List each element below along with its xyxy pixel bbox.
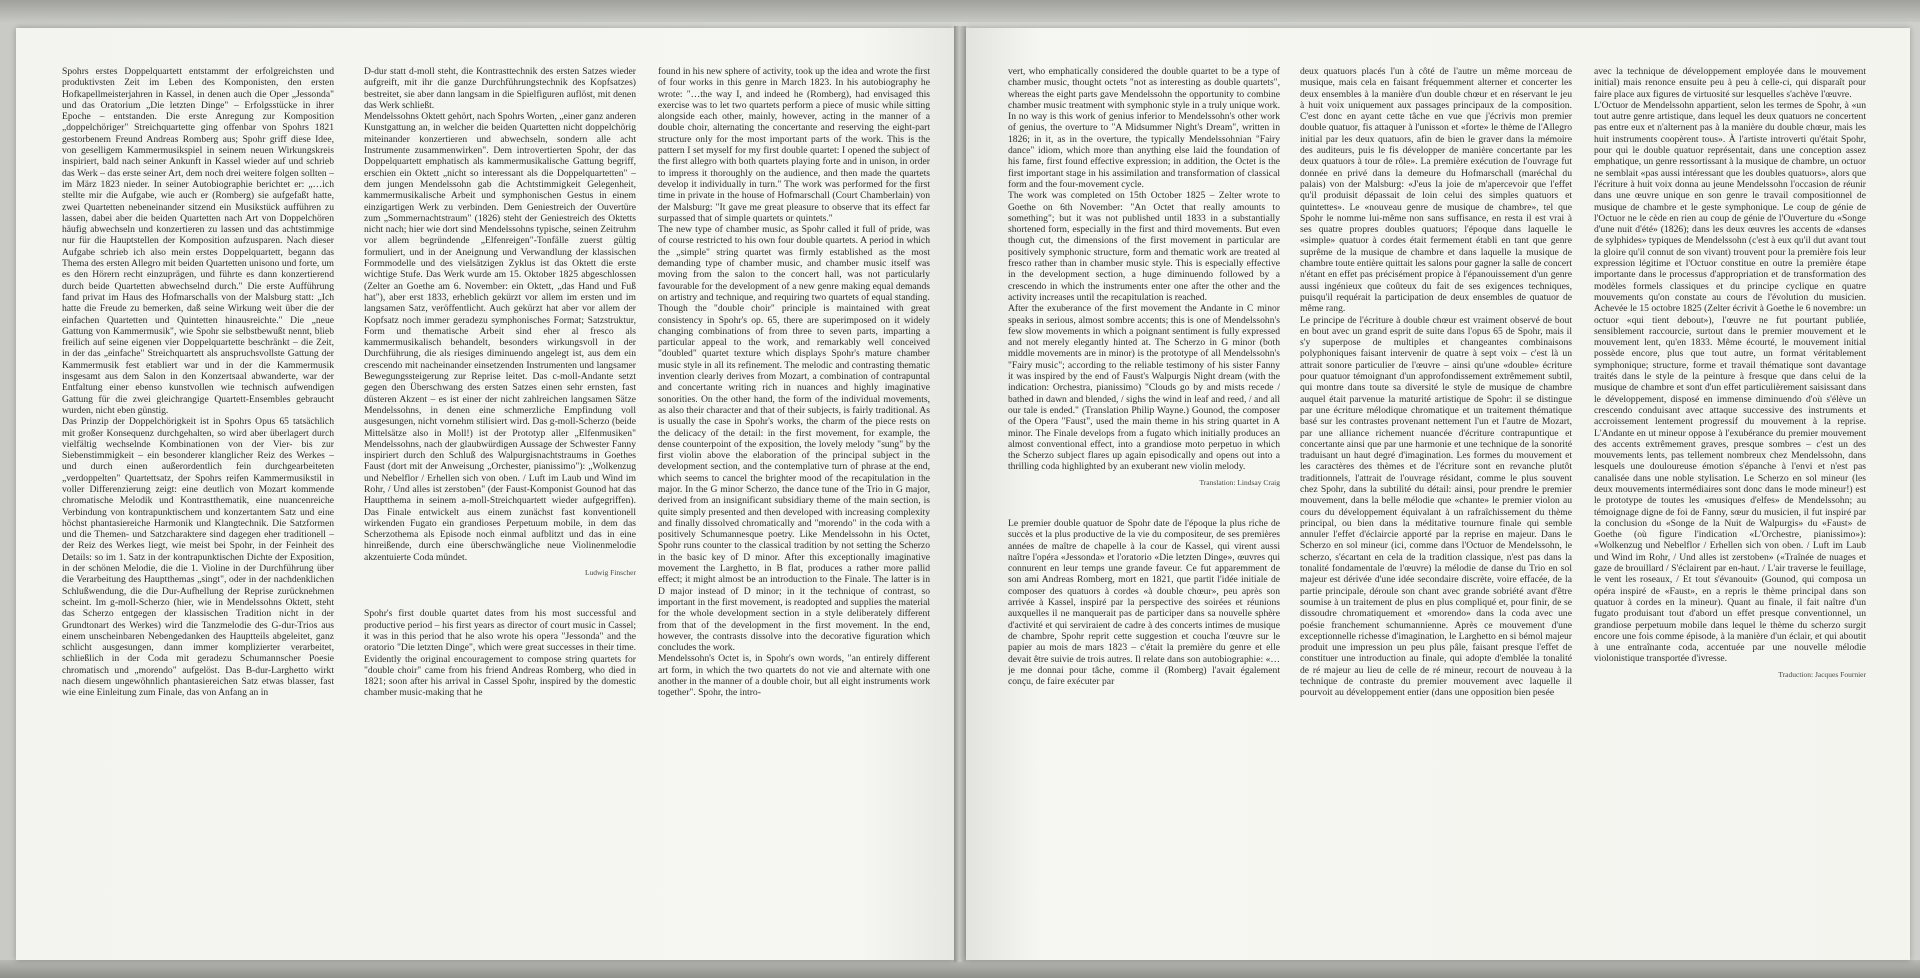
author-credit: Ludwig Finscher (584, 568, 636, 578)
paragraph: vert, who emphatically considered the double quartet to be a type of chamber music, thought octets "not as interesting as double quartets", whereas the eight parts gave Mendelssohn the opportunity to combine chamber music treatment with symphonic style in a truly unique work. In no way is this work of genius inferior to Mendelssohn's other work of genius, the overture to "A Midsummer Night's Dream", written in 1826; in it, as in the overture, the typically Mendelssohnian "Fairy dance" idiom, which more than anything else laid the foundation of his fame, first found effective expression; in addition, the Octet is the first important stage in his assimilation and transformation of classical form and the four-movement cycle. (1008, 66, 1280, 190)
column-german-1 (62, 66, 334, 946)
paragraph: Though the "double choir" principle is maintained with great consistency in Spohr's op. 65, there are superimposed on it widely changing combinations of from three to seven parts, imparting a particular appeal to the work, and remarkably well conceived "doubled" quartet texture which displays Spohr's mature chamber music style in all its refinement. The melodic and contrasting thematic invention clearly derives from Mozart, a combination of contrapuntal and concertante writing rich in nuances and highly imaginative sonorities. On the other hand, the form of the individual movements, as also their character and that of their subjects, is fairly traditional. As is usually the case in Spohr's works, the charm of the piece rests on the delicacy of the detail: in the first movement, for example, the dense counterpoint of the exposition, the lovely melody "sung" by the first violin above the elaboration of the principal subject in the development section, and the contemplative turn of phrase at the end, which seems to cancel the brighter mood of the recapitulation in the major. In the G minor Scherzo, the dance tune of the Trio in G major, derived from an insignificant subsidiary theme of the main section, is quite simply presented and then developed with increasing complexity and finally dissolved chromatically and "morendo" in the coda with a positively Schumannesque poetry. Like Mendelssohn in his Octet, Spohr runs counter to the classical tradition by not setting the Scherzo in the basic key of D minor. After this exceptionally imaginative movement the Larghetto, in B flat, produces a rather more pallid effect; it might almost be an introduction to the Finale. The latter is in D major instead of D minor; in it the technique of contrast, so important in the first movement, is readopted and supplies the material for the whole development section in a style deliberately different from that of the development in the first movement. In the end, however, the contrasts dissolve into the decorative figuration which concludes the work. (658, 303, 930, 654)
paragraph: avec la technique de développement employée dans le mouvement initial) mais renonce ensuite peu à peu à celle-ci, qui disparaît pour faire place aux figures de virtuosité sur lesquelles s'achève l'œuvre. (1594, 66, 1866, 100)
paragraph: L'Octuor de Mendelssohn appartient, selon les termes de Spohr, à «un tout autre genre artistique, dans lequel les deux quatuors ne concertent pas entre eux et n'alternent pas à la manière du double chœur, mais les huit instruments coopèrent tous». À l'artiste introverti qu'était Spohr, pour qui le double quatuor représentait, dans une conception assez emphatique, un genre ressortissant à la musique de chambre, un octuor ne semblait «pas aussi intéressant que les doubles quatuors», alors que l'écriture à huit voix donna au jeune Mendelssohn l'occasion de réunir dans une œuvre unique en son genre le travail compositionnel de musique de chambre et le geste symphonique. Le coup de génie de l'Octuor ne le cède en rien au coup de génie de l'Ouverture du «Songe d'une nuit d'été» (1826); dans les deux œuvres les accents de «danses de sylphides» typiques de Mendelssohn (c'est à eux qu'il dut avant tout la gloire qu'il connut de son vivant) trouvent pour la première fois leur expression légitime et l'Octuor constitue en outre la première étape importante dans le processus d'appropriation et de transformation des modèles formels classiques et du principe cyclique en quatre mouvements qu'on constate au cours de l'évolution du musicien. Achevée le 15 octobre 1825 (Zelter écrivit à Goethe le 6 novembre: un octuor «qui tient debout»), l'œuvre ne fut pourtant publiée, sensiblement raccourcie, surtout dans le premier mouvement et le mouvement lent, qu'en 1833. Même écourté, le mouvement initial possède encore, plus que tout autre, un format véritablement symphonique; structure, forme et travail thématique sont davantage traités dans le style de la peinture à fresque que dans celui de la musique de chambre et sont d'un effet particulièrement saisissant dans le développement, disposé en immense diminuendo d'où s'élève un crescendo conduisant avec attaque successive des instruments et accroissement lentement progressif du mouvement à la reprise. L'Andante en ut mineur oppose à l'exubérance du premier mouvement des accents extrêmement graves, presque sombres – c'est un des mouvements lents, pas tellement nombreux chez Mendelssohn, dans lesquels une douloureuse émotion s'épanche à l'envi et n'est pas canalisée dans une noble stylisation. Le Scherzo en sol mineur (les deux mouvements intermédiaires sont donc dans le mode mineur!) est le prototype de toutes les «musiques d'elfes» de Mendelssohn; au témoignage digne de foi de Fanny, sœur du musicien, il fut inspiré par la conclusion du «Songe de la Nuit de Walpurgis» du «Faust» de Goethe (où figure l'indication «L'Orchestre, pianissimo»): «Wolkenzug und Nebelflor / Erhellen sich von oben. / Luft im Laub und Wind im Rohr, / Und alles ist zerstoben» («Traînée de nuages et gaze de brouillard / S'éclairent par en-haut. / L'air traverse le feuillage, le vent les roseaux, / Et tout s'évanouit» (Gounod, qui composa un opéra inspiré de «Faust», en a repris le thème principal dans son quatuor à cordes en la mineur). Quant au finale, il fait naître d'un fugato produisant tout d'abord un effet presque conventionnel, un grandiose perpetuum mobile dans lequel le thème du scherzo surgit encore une fois comme épisode, à la manière d'un éclair, et qui aboutit à une entraînante coda, accentuée par une nouvelle mélodie violonistique transportée d'ivresse. (1594, 99, 1866, 665)
book-spine (954, 26, 966, 962)
paragraph: Mendelssohns Oktett gehört, nach Spohrs Worten, „einer ganz anderen Kunstgattung an, in welcher die beiden Quartetten nicht doppelchörig miteinander konzertieren und abwechseln, sondern alle acht Instrumente zusammenwirken". Dem introvertierten Spohr, der das Doppelquartett emphatisch als kammermusikalische Gattung begriff, erschien ein Oktett „nicht so interessant als die Doppelquartetten" – dem jungen Mendelssohn gab die Achtstimmigkeit Gelegenheit, kammermusikalische Arbeit und symphonischen Gestus in einem einzigartigen Werk zu verbinden. Dem Geniestreich der Ouvertüre zum „Sommernachtstraum" (1826) steht der Geniestreich des Oktetts nicht nach; hier wie dort sind Mendelssohns typische, seinen Zeitruhm vor allem begründende „Elfenreigen"-Tonfälle zuerst gültig formuliert, und in der Aneignung und Verwandlung der klassischen Formmodelle und des vielsätzigen Zyklus ist das Oktett die erste wichtige Stufe. Das Werk wurde am 15. Oktober 1825 abgeschlossen (Zelter an Goethe am 6. November: ein Oktett, „das Hand und Fuß hat"), aber erst 1833, erheblich gekürzt vor allem im ersten und im langsamen Satz, veröffentlicht. Auch gekürzt hat aber vor allem der Kopfsatz noch immer geradezu symphonisches Format; Satzstruktur, Form und thematische Arbeit sind eher al fresco als kammermusikalisch behandelt, besonders wirkungsvoll in der Durchführung, die als riesiges diminuendo angelegt ist, aus dem ein crescendo mit nacheinander einsetzenden Instrumenten und langsamer Bewegungssteigerung zur Reprise leitet. Das c-moll-Andante setzt gegen den Überschwang des ersten Satzes einen sehr ernsten, fast düsteren Akzent – es ist einer der nicht zahlreichen langsamen Sätze Mendelssohns, in denen eine schmerzliche Empfindung voll ausgesungen, nicht vornehm stilisiert wird. Das g-moll-Scherzo (beide Mittelsätze also in Moll!) ist der Prototyp aller „Elfenmusiken" Mendelssohns, nach der glaubwürdigen Aussage der Schwester Fanny inspiriert durch den Schluß des Walpurgisnachtstraums in Goethes Faust (dort mit der Anweisung „Orchester, pianissimo"): „Wolkenzug und Nebelflor / Erhellen sich von oben. / Luft im Laub und Wind im Rohr, / Und alles ist zerstoben" (der Faust-Komponist Gounod hat das Hauptthema in seinem a-moll-Streichquartett wieder aufgegriffen). Das Finale entwickelt aus einem zunächst fast konventionell wirkenden Fugato ein grandioses Perpetuum mobile, in dem das Scherzothema als Episode noch einmal aufblitzt und das in eine hinreißende, durch eine überschwängliche neue Violinenmelodie akzentuierte Coda mündet. (364, 111, 636, 563)
left-page (16, 28, 954, 960)
translation-credit: Translation: Lindsay Craig (1199, 477, 1280, 487)
bottom-shadow (0, 960, 1920, 978)
paragraph: Mendelssohn's Octet is, in Spohr's own words, "an entirely different art form, in which the two quartets do not vie and alternate with one another in the manner of a double choir, but all eight instruments work together". Spohr, the intro- (658, 653, 930, 699)
paragraph: After the exuberance of the first movement the Andante in C minor speaks in serious, almost sombre accents; this is one of Mendelssohn's few slow movements in which a poignant sentiment is fully expressed and not merely elegantly hinted at. The Scherzo in G minor (both middle movements are in minor) is the prototype of all Mendelssohn's "Fairy music"; according to the reliable testimony of his sister Fanny it was inspired by the end of Faust's Walpurgis Night dream (with the indication: Orchestra, pianissimo) "Clouds go by and mists recede / bathed in dawn and blended, / sighs the wind in leaf and reed, / and all our tale is ended." (Translation Philip Wayne.) Gounod, the composer of the Opera "Faust", used the main theme in his string quartet in A minor. The Finale develops from a fugato which initially produces an almost conventional effect, into a grandiose moto perpetuo in which the Scherzo subject flares up again episodically and opens out into a thrilling coda highlighted by an exuberant new violin melody. (1008, 303, 1280, 473)
paragraph: Das Prinzip der Doppelchörigkeit ist in Spohrs Opus 65 tatsächlich mit großer Konsequenz durchgehalten, so wird aber überlagert durch vielfältig wechselnde Kombinationen von der Vier- bis zur Siebenstimmigkeit – ein besonderer klanglicher Reiz des Werkes – und durch einen außerordentlich fein durchgearbeiteten „verdoppelten" Quartettsatz, der Spohrs reifen Kammermusikstil in voller Differenzierung zeigt: eine deutlich von Mozart kommende chromatische Melodik und Kontrastthematik, eine nuancenreiche Verbindung von kontrapunktischem und konzertantem Satz und eine höchst phantasiereiche Harmonik und Klangtechnik. Die Satzformen und die Themen- und Satzcharaktere sind dagegen eher traditionell – der Reiz des Werkes liegt, wie meist bei Spohr, in der Feinheit des Details: so im 1. Satz in der kontrapunktischen Dichte der Exposition, in der schönen Melodie, die die 1. Violine in der Durchführung über die Verarbeitung des Hauptthemas „singt", oder in der nachdenklichen Schlußwendung, die die Dur-Aufhellung der Reprise zurücknehmen scheint. Im g-moll-Scherzo (hier, wie in Mendelssohns Oktett, steht das Scherzo entgegen der klassischen Tradition nicht in der Grundtonart des Werkes) wird die Tanzmelodie des G-dur-Trios aus einem unscheinbaren Nebengedanken des Hauptteils abgeleitet, ganz schlicht ausgesungen, dann immer komplizierter verarbeitet, schließlich in der Coda mit geradezu Schumannscher Poesie chromatisch und „morendo" aufgelöst. Das B-dur-Larghetto wirkt nach diesem ungewöhnlich phantasiereichen Satz etwas blasser, fast wie eine Einleitung zum Finale, das von Anfang an in (62, 416, 334, 699)
right-page (966, 28, 1910, 960)
translation-credit: Traduction: Jacques Fournier (1778, 669, 1866, 679)
paragraph: Spohr's first double quartet dates from his most successful and productive period – his first years as director of court music in Cassel; it was in this period that he also wrote his opera "Jessonda" and the oratorio "Die letzten Dinge", which were great successes in their time. Evidently the original encouragement to compose string quartets for "double choir" came from his friend Andreas Romberg, who died in 1821; soon after his arrival in Cassel Spohr, inspired by the domestic chamber music-making that he (364, 608, 636, 699)
column-german-2 (364, 66, 636, 946)
paragraph: Spohrs erstes Doppelquartett entstammt der erfolgreichsten und produktivsten Zeit im Leben des Komponisten, den ersten Hofkapellmeisterjahren in Kassel, in denen auch die Oper „Jessonda" und das Oratorium „Die letzten Dinge" – Erfolgsstücke in ihrer Epoche – entstanden. Die erste Anregung zur Komposition „doppelchöriger" Streichquartette ging offenbar von Spohrs 1821 gestorbenem Freund Andreas Romberg aus; Spohr griff diese Idee, von geselligem Kammermusikspiel in seinem neuen Wirkungskreis inspiriert, bald nach seiner Ankunft in Kassel wieder auf und schrieb das Werk – das erste seiner Art, dem noch drei weitere folgen sollten – im März 1823 nieder. In seiner Autobiographie berichtet er: „…ich stellte mir die Aufgabe, wie auch er (Romberg) sie aufgefaßt hatte, zwei Quartetten nebeneinander sitzend ein Musikstück aufführen zu lassen, dabei aber die beiden Quartetten nach Art von Doppelchören häufig abwechseln und konzertieren zu lassen und das achtstimmige nur für die Hauptstellen der Komposition aufzusparen. Nach dieser Aufgabe schrieb ich also mein erstes Doppelquartett, begann das Thema des ersten Allegro mit beiden Quartetten unisono und forte, um es den Hörern recht einzuprägen, und führte es dann konzertierend durch beide Quartetten abwechselnd durch." Die erste Aufführung fand privat im Haus des Hofmarschalls von der Malsburg statt: „Ich hatte die Freude zu bemerken, daß seine Wirkung weit über die der einfachen Quartetten und Quintetten hinausreichte." Die „neue Gattung von Kammermusik", wie Spohr sie selbstbewußt nennt, blieb freilich auf seine eigenen vier Doppelquartette beschränkt – die Zeit, in der das „einfache" Streichquartett als anspruchsvollste Gattung der Kammermusik fest etabliert war und in der die Kammermusik insgesamt aus dem Salon in den Konzertsaal abwanderte, war der Entfaltung einer ebenso kunstvollen wie technisch aufwendigen Gattung für die zwei gleichrangige Quartett-Ensembles gebraucht wurden, nicht eben günstig. (62, 66, 334, 416)
paragraph: The work was completed on 15th October 1825 – Zelter wrote to Goethe on 6th November: "An Octet that really amounts to something"; but it was not published until 1833 in a substantially shortened form, especially in the first and third movements. But even though cut, the dimensions of the first movement in particular are positively symphonic structure, form and thematic work are treated al fresco rather than in chamber music style. This is especially effective in the development section, a huge diminuendo followed by a crescendo in which the instruments enter one after the other and the activity increases until the recapitulation is reached. (1008, 190, 1280, 303)
column-english-2 (1008, 66, 1280, 946)
paragraph: Le premier double quatuor de Spohr date de l'époque la plus riche de succès et la plus productive de la vie du compositeur, de ses premières années de maître de chapelle à la cour de Kassel, qui virent aussi naître l'opéra «Jessonda» et l'oratorio «Die letzten Dinge», œuvres qui connurent en leur temps une grande faveur. Ce fut apparemment de son ami Andreas Romberg, mort en 1821, que partit l'idée initiale de composer des quatuors à cordes «à double chœur», peu après son arrivée à Kassel, inspiré par la perspective des soirées et réunions auxquelles il ne manquerait pas de participer dans sa nouvelle sphère d'activité et qui serviraient de cadre à des concerts intimes de musique de chambre, Spohr reprit cette suggestion et coucha l'œuvre sur le papier au mois de mars 1823 – c'était la première du genre et elle devait être suivie de trois autres. Il relate dans son autobiographie: «… je me donnai pour tâche, comme il (Romberg) l'avait également conçu, de faire exécuter par (1008, 517, 1280, 688)
paragraph: deux quatuors placés l'un à côté de l'autre un même morceau de musique, mais cela en faisant fréquemment alterner et concerter les deux ensembles à la manière d'un double chœur et en réservant le jeu à huit voix uniquement aux passages principaux de la composition. C'est donc en ayant cette tâche en vue que j'écrivis mon premier double quatuor, fis attaquer à l'unisson et «forte» le thème de l'Allegro initial par les deux quatuors, afin de bien le graver dans la mémoire des auditeurs, puis le fis développer de manière concertante par les deux quatuors à tour de rôle». La première exécution de l'ouvrage fut donnée en privé dans la demeure du Hofmarschall (maréchal du palais) von der Malsburg: «J'eus la joie de m'apercevoir que l'effet qu'il produisit dépassait de loin celui des simples quatuors et quintettes». Le «nouveau genre de musique de chambre», tel que Spohr le nomme lui-même non sans suffisance, en resta il est vrai à ses quatre propres doubles quatuors; l'époque dans laquelle le «simple» quatuor à cordes était fermement établi en tant que genre suprême de la musique de chambre et dans laquelle la musique de chambre toute entière quittait les salons pour gagner la salle de concert n'étant en effet pas précisément propice à l'épanouissement d'un genre aussi ingénieux que coûteux du fait de ses exigences techniques, puisqu'il requérait la participation de deux ensembles de quatuor de même rang. (1300, 66, 1572, 315)
paragraph: The new type of chamber music, as Spohr called it full of pride, was of course restricted to his own four double quartets. A period in which the „simple" string quartet was firmly established as the most demanding type of chamber music, and chamber music itself was moving from the salon to the concert hall, was not particularly favourable for the development of a new genre making equal demands on artistry and technique, and requiring two quartets of equal standing. (658, 224, 930, 303)
top-shadow (0, 0, 1920, 22)
paragraph: D-dur statt d-moll steht, die Kontrasttechnik des ersten Satzes wieder aufgreift, mit ihr die ganze Durchführungstechnik des Kopfsatzes) bestreitet, sie aber dann langsam in die Spielfiguren auflöst, mit denen das Werk schließt. (364, 66, 636, 111)
column-french-2 (1594, 66, 1866, 946)
column-english-1 (658, 66, 930, 946)
column-french-1 (1300, 66, 1572, 946)
paragraph: found in his new sphere of activity, took up the idea and wrote the first of four works in this genre in March 1823. In his autobiography he wrote: "…the way I, and indeed he (Romberg), had envisaged this exercise was to let two quartets perform a piece of music while sitting alongside each other, mainly, however, acting in the manner of a double choir, alternating the concertante and reserving the eight-part structure only for the most important parts of the work. This is the pattern I set myself for my first double quartet: I opened the subject of the first allegro with both quartets playing forte and in unison, in order to impress it thoroughly on the audience, and then made the quartets develop it individually in turn." The work was performed for the first time in private in the house of Hofmarschall (Court Chamberlain) von der Malsburg: "It gave me great pleasure to observe that its effect far surpassed that of simple quartets or quintets." (658, 66, 930, 224)
paragraph: Le principe de l'écriture à double chœur est vraiment observé de bout en bout avec un grand esprit de suite dans l'opus 65 de Spohr, mais il s'y superpose de multiples et changeantes combinaisons polyphoniques faisant intervenir de quatre à sept voix – c'est là un attrait sonore particulier de l'œuvre – ainsi qu'une «double» écriture pour quatuor témoignant d'un approfondissement extrêmement subtil, qui montre dans toute sa diversité le style de musique de chambre auquel était parvenue la maturité artistique de Spohr: il se distingue par une écriture mélodique chromatique et un traitement thématique basé sur les contrastes provenant nettement l'un et l'autre de Mozart, par une alliance richement nuancée d'écriture contrapuntique et concertante ainsi que par une harmonie et une technique de la sonorité traduisant un haut degré d'imagination. Les formes du mouvement et les caractères des thèmes et de l'écriture sont en revanche plutôt traditionnels, l'attrait de l'ouvrage résidant, comme le plus souvent chez Spohr, dans la subtilité du détail: ainsi, pour prendre le premier mouvement, dans la belle mélodie que «chante» le premier violon au cours du développement équivalant à un rafraîchissement du thème principal, ou bien dans la méditative tournure finale qui semble annuler l'effet d'éclaircie apporté par la reprise en majeur. Dans le Scherzo en sol mineur (ici, comme dans l'Octuor de Mendelssohn, le scherzo, s'écartant en cela de la tradition classique, n'est pas dans la tonalité fondamentale de l'œuvre) la mélodie de danse du Trio en sol majeur est dérivée d'une idée secondaire discrète, voire effacée, de la partie principale, déroule son chant avec grande sobriété avant d'être soumise à un traitement de plus en plus compliqué et, pour finir, de se dissoudre chromatiquement et «morendo» dans la coda avec une poésie franchement schumannienne. Après ce mouvement d'une exceptionnelle richesse d'imagination, le Larghetto en si bémol majeur produit une impression un peu plus pâle, faisant presque l'effet de constituer une introduction au finale, qui adopte d'emblée la tonalité de ré majeur au lieu de celle de ré mineur, recourt de nouveau à la technique de contraste du premier mouvement avec laquelle il pourvoit au développement entier (dans une opposition bien pesée (1300, 314, 1572, 699)
